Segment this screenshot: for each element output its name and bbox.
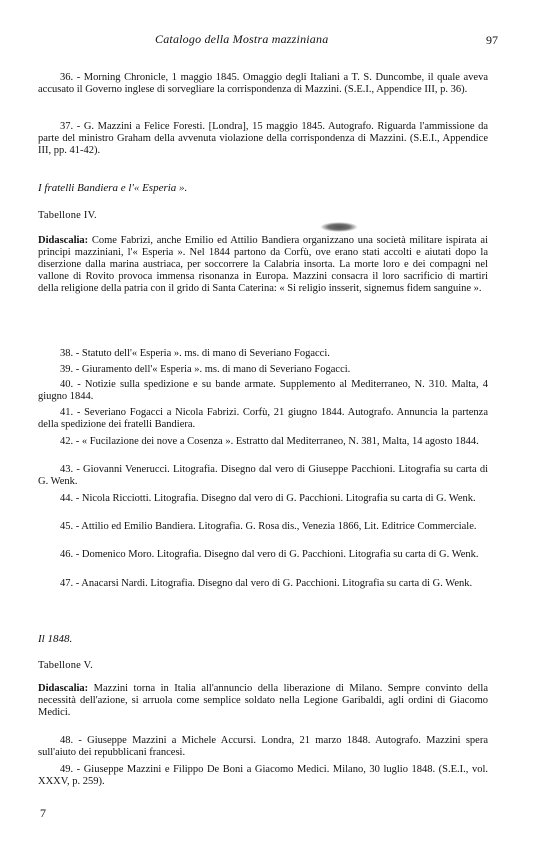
signature-marker: 7 <box>40 806 46 820</box>
ink-smudge <box>320 222 358 232</box>
catalog-item-43: 43. - Giovanni Venerucci. Litografia. Disegno dal vero di Giuseppe Pacchioni. Litografia su carta di G. Wenk. <box>38 464 488 487</box>
catalog-item-40: 40. - Notizie sulla spedizione e su bande armate. Supplemento al Mediterraneo, N. 310. Malta, 4 giugno 1844. <box>38 379 488 402</box>
section-title-1848: Il 1848. <box>38 633 73 645</box>
didascalia-text: Mazzini torna in Italia all'annuncio della liberazione di Milano. Sempre convinto della necessità dell'azione, si arruola come semplice soldato nella Legione Garibaldi, agli ordini di Giacomo Medici. <box>38 683 489 718</box>
catalog-item-39: 39. - Giuramento dell'« Esperia ». ms. di mano di Severiano Fogacci. <box>60 364 351 375</box>
catalog-item-48: 48. - Giuseppe Mazzini a Michele Accursi. Londra, 21 marzo 1848. Autografo. Mazzini spera sull'aiuto dei repubblicani francesi. <box>38 735 488 758</box>
tabellone-label-v: Tabellone V. <box>38 660 93 671</box>
didascalia-1848 <box>38 683 488 719</box>
catalog-item-44: 44. - Nicola Ricciotti. Litografia. Disegno dal vero di G. Pacchioni. Litografia su carta di G. Wenk. <box>60 493 476 504</box>
catalog-item-42: 42. - « Fucilazione dei nove a Cosenza ». Estratto dal Mediterraneo, N. 381, Malta, 14 agosto 1844. <box>60 436 479 447</box>
catalog-item-37: 37. - G. Mazzini a Felice Foresti. [Londra], 15 maggio 1845. Autografo. Riguarda l'ammissione da parte del ministro Graham della avvenuta violazione della corrispondenza di Mazzini. (S.E.I., Appendice III, pp. 41-42). <box>38 121 488 156</box>
catalog-item-49: 49. - Giuseppe Mazzini e Filippo De Boni a Giacomo Medici. Milano, 30 luglio 1848. (S.E.I., vol. XXXV, p. 259). <box>38 764 488 787</box>
catalog-item-45: 45. - Attilio ed Emilio Bandiera. Litografia. G. Rosa dis., Venezia 1866, Lit. Editrice Commerciale. <box>60 521 477 532</box>
catalog-item-38: 38. - Statuto dell'« Esperia ». ms. di mano di Severiano Fogacci. <box>60 348 330 359</box>
page-number: 97 <box>486 33 498 47</box>
didascalia-text: Come Fabrizi, anche Emilio ed Attilio Bandiera organizzano una società militare ispirata ai principi mazziniani, l'« Esperia ». Nel 1844 partono da Corfù, ove erano stati accolti e aiutati dopo la diserzione dalla marina austriaca, per soccorrere la Calabria insorta. La morte loro e dei compagni nel vallone di Rovito provoca immensa risonanza in Europa. Mazzini consacra il loro sacrificio di martiri della religione della patria con il grido di Santa Caterina: « Si religio insserit, signemus fidem sanguine ». <box>38 235 488 294</box>
section-title-bandiera: I fratelli Bandiera e l'« Esperia ». <box>38 182 188 194</box>
catalog-item-46: 46. - Domenico Moro. Litografia. Disegno dal vero di G. Pacchioni. Litografia su carta di G. Wenk. <box>60 549 479 560</box>
didascalia-label: Didascalia: <box>38 235 89 246</box>
didascalia-label: Didascalia: <box>38 683 89 694</box>
didascalia-bandiera <box>38 235 488 295</box>
catalog-item-41: 41. - Severiano Fogacci a Nicola Fabrizi. Corfù, 21 giugno 1844. Autografo. Annuncia la partenza della spedizione dei fratelli Bandiera. <box>38 407 488 430</box>
catalog-item-36: 36. - Morning Chronicle, 1 maggio 1845. Omaggio degli Italiani a T. S. Duncombe, il quale aveva accusato il Governo inglese di sorvegliare la corrispondenza di Mazzini. (S.E.I., Appendice III, p. 36). <box>38 72 488 95</box>
catalog-item-47: 47. - Anacarsi Nardi. Litografia. Disegno dal vero di G. Pacchioni. Litografia su carta di G. Wenk. <box>60 578 473 589</box>
tabellone-label-iv: Tabellone IV. <box>38 210 97 221</box>
running-header-title: Catalogo della Mostra mazziniana <box>155 32 329 46</box>
